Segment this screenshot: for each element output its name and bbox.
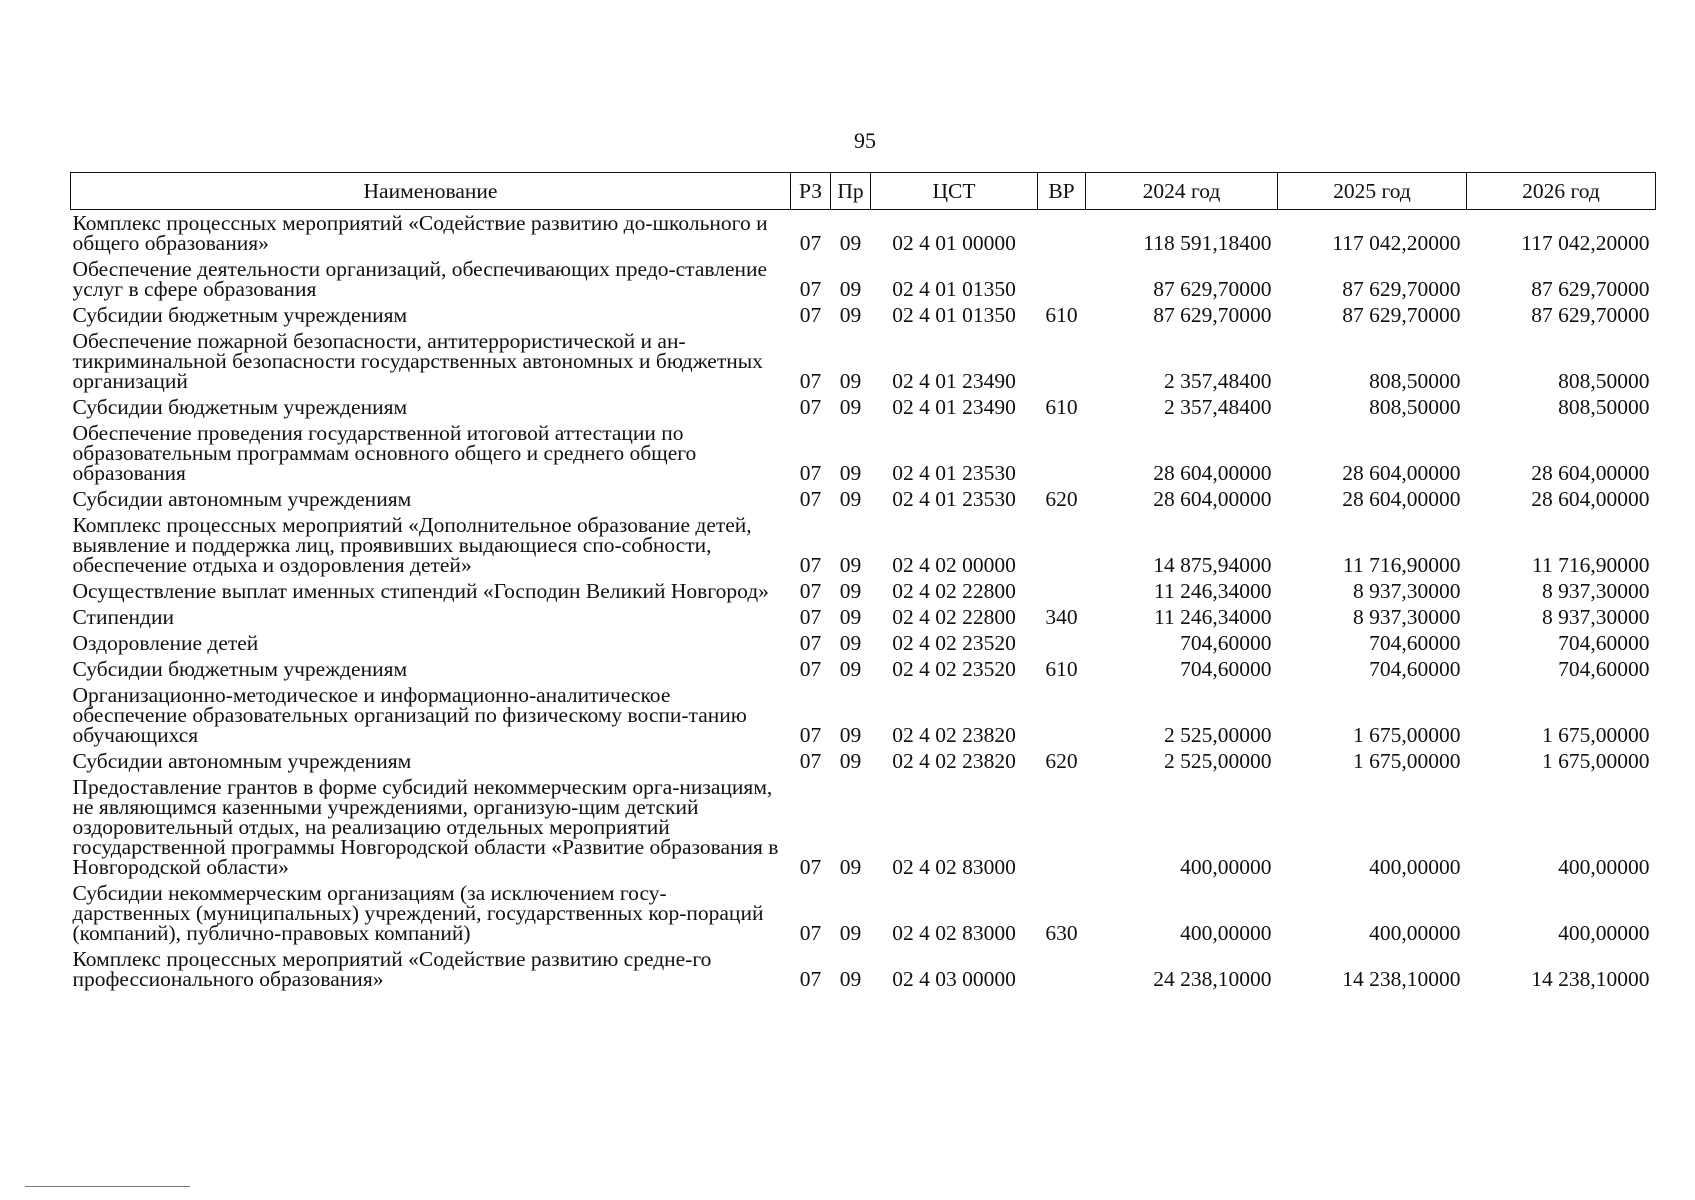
row-2026: 117 042,20000 (1521, 231, 1650, 255)
row-rz: 07 (799, 921, 822, 945)
row-name: Обеспечение деятельности организаций, обеспечивающих предо-ставление услуг в сфере образования (72, 257, 768, 301)
table-row (71, 394, 1656, 420)
table-row (71, 210, 1656, 257)
table-row (71, 302, 1656, 328)
row-vr (1038, 210, 1086, 257)
row-cst: 02 4 01 23530 (892, 487, 1016, 511)
row-pr: 09 (839, 631, 862, 655)
row-vr (1038, 578, 1086, 604)
row-2025: 87 629,70000 (1342, 303, 1461, 327)
row-2025: 1 675,00000 (1353, 723, 1461, 747)
row-pr: 09 (839, 921, 862, 945)
row-cst: 02 4 01 00000 (892, 231, 1016, 255)
row-2024: 28 604,00000 (1153, 487, 1272, 511)
row-2024: 704,60000 (1180, 657, 1272, 681)
header-rz: РЗ (791, 173, 831, 210)
header-cst: ЦСТ (871, 173, 1038, 210)
table-row (71, 604, 1656, 630)
row-2025: 117 042,20000 (1332, 231, 1461, 255)
row-pr: 09 (839, 553, 862, 577)
row-rz: 07 (799, 579, 822, 603)
row-2024: 24 238,10000 (1153, 967, 1272, 991)
row-pr: 09 (839, 967, 862, 991)
row-rz: 07 (799, 967, 822, 991)
row-cst: 02 4 03 00000 (892, 967, 1016, 991)
row-2026: 808,50000 (1558, 369, 1650, 393)
row-pr: 09 (839, 855, 862, 879)
row-rz: 07 (799, 395, 822, 419)
row-2026: 704,60000 (1558, 631, 1650, 655)
row-rz: 07 (799, 303, 822, 327)
row-vr (1038, 946, 1086, 992)
table-row (71, 486, 1656, 512)
row-vr: 610 (1045, 303, 1078, 327)
row-vr (1038, 328, 1086, 394)
header-vr: ВР (1038, 173, 1086, 210)
row-vr (1038, 774, 1086, 880)
row-pr: 09 (839, 461, 862, 485)
row-pr: 09 (839, 395, 862, 419)
row-2026: 11 716,90000 (1532, 553, 1650, 577)
row-2026: 400,00000 (1558, 855, 1650, 879)
row-cst: 02 4 02 23820 (892, 749, 1016, 773)
row-cst: 02 4 02 00000 (892, 553, 1016, 577)
row-2024: 87 629,70000 (1153, 277, 1272, 301)
row-2024: 704,60000 (1180, 631, 1272, 655)
row-name: Предоставление грантов в форме субсидий некоммерческим орга-низациям, не являющимся казенными учреждениями, организую-щим детский оздоровительный отдых, на реализацию отдельных мероприятий государственной программы Новгородской области «Развитие образования в Новгородской области» (72, 775, 779, 879)
row-vr (1038, 512, 1086, 578)
row-rz: 07 (799, 487, 822, 511)
row-2025: 28 604,00000 (1342, 487, 1461, 511)
row-2026: 8 937,30000 (1542, 605, 1650, 629)
row-2026: 808,50000 (1558, 395, 1650, 419)
table-row (71, 656, 1656, 682)
footer-divider (25, 1186, 190, 1187)
row-2026: 87 629,70000 (1531, 303, 1650, 327)
row-vr: 620 (1045, 487, 1078, 511)
row-vr: 630 (1045, 921, 1078, 945)
row-cst: 02 4 01 23530 (892, 461, 1016, 485)
row-pr: 09 (839, 487, 862, 511)
row-2024: 400,00000 (1180, 855, 1272, 879)
row-pr: 09 (839, 723, 862, 747)
row-2025: 808,50000 (1369, 369, 1461, 393)
row-rz: 07 (799, 231, 822, 255)
row-cst: 02 4 02 83000 (892, 855, 1016, 879)
table-row (71, 630, 1656, 656)
table-row (71, 328, 1656, 394)
row-cst: 02 4 02 22800 (892, 605, 1016, 629)
row-cst: 02 4 01 01350 (892, 277, 1016, 301)
row-2024: 2 357,48400 (1164, 395, 1272, 419)
row-name: Субсидии бюджетным учреждениям (72, 395, 408, 419)
row-cst: 02 4 02 23820 (892, 723, 1016, 747)
row-rz: 07 (799, 461, 822, 485)
row-2026: 14 238,10000 (1531, 967, 1650, 991)
row-2024: 87 629,70000 (1153, 303, 1272, 327)
row-2025: 704,60000 (1369, 631, 1461, 655)
row-name: Обеспечение проведения государственной итоговой аттестации по образовательным программам основного общего и среднего общего образования (72, 421, 697, 485)
table-row (71, 774, 1656, 880)
row-2026: 87 629,70000 (1531, 277, 1650, 301)
row-2024: 2 525,00000 (1164, 749, 1272, 773)
row-cst: 02 4 02 23520 (892, 657, 1016, 681)
row-rz: 07 (799, 855, 822, 879)
row-vr (1038, 420, 1086, 486)
row-name: Комплекс процессных мероприятий «Дополнительное образование детей, выявление и поддержка лиц, проявивших выдающиеся спо-собности, обеспечение отдыха и оздоровления детей» (72, 513, 752, 577)
row-2024: 28 604,00000 (1153, 461, 1272, 485)
row-cst: 02 4 02 22800 (892, 579, 1016, 603)
row-pr: 09 (839, 749, 862, 773)
table-row (71, 880, 1656, 946)
row-vr: 620 (1045, 749, 1078, 773)
row-name: Обеспечение пожарной безопасности, антитеррористической и ан-тикриминальной безопасности государственных автономных и бюджетных организаций (72, 329, 763, 393)
row-rz: 07 (799, 369, 822, 393)
row-2025: 808,50000 (1369, 395, 1461, 419)
row-pr: 09 (839, 657, 862, 681)
row-2025: 87 629,70000 (1342, 277, 1461, 301)
row-2025: 1 675,00000 (1353, 749, 1461, 773)
row-pr: 09 (839, 303, 862, 327)
row-2024: 118 591,18400 (1143, 231, 1272, 255)
page-number: 95 (854, 128, 876, 153)
row-2025: 704,60000 (1369, 657, 1461, 681)
row-2024: 400,00000 (1180, 921, 1272, 945)
row-name: Субсидии автономным учреждениям (72, 487, 412, 511)
row-2024: 2 525,00000 (1164, 723, 1272, 747)
row-2024: 2 357,48400 (1164, 369, 1272, 393)
row-name: Комплекс процессных мероприятий «Содействие развитию до-школьного и общего образования» (72, 211, 768, 255)
row-2024: 11 246,34000 (1154, 605, 1272, 629)
row-2025: 400,00000 (1369, 855, 1461, 879)
row-name: Осуществление выплат именных стипендий «Господин Великий Новгород» (72, 579, 769, 603)
header-2025: 2025 год (1278, 173, 1467, 210)
table-row (71, 256, 1656, 302)
row-rz: 07 (799, 277, 822, 301)
budget-table (70, 172, 1656, 992)
table-row (71, 748, 1656, 774)
row-2026: 1 675,00000 (1542, 723, 1650, 747)
row-2026: 1 675,00000 (1542, 749, 1650, 773)
row-name: Оздоровление детей (72, 631, 259, 655)
table-row (71, 946, 1656, 992)
row-cst: 02 4 02 83000 (892, 921, 1016, 945)
row-cst: 02 4 01 23490 (892, 395, 1016, 419)
row-name: Организационно-методическое и информационно-аналитическое обеспечение образовательных организаций по физическому воспи-танию обучающихся (72, 683, 747, 747)
row-cst: 02 4 02 23520 (892, 631, 1016, 655)
row-vr (1038, 682, 1086, 748)
table-row (71, 682, 1656, 748)
row-name: Комплекс процессных мероприятий «Содействие развитию средне-го профессионального образования» (72, 947, 712, 991)
row-vr: 610 (1045, 657, 1078, 681)
row-2024: 11 246,34000 (1154, 579, 1272, 603)
row-vr: 340 (1045, 605, 1078, 629)
row-2026: 704,60000 (1558, 657, 1650, 681)
row-pr: 09 (839, 605, 862, 629)
row-2026: 400,00000 (1558, 921, 1650, 945)
row-rz: 07 (799, 631, 822, 655)
row-pr: 09 (839, 369, 862, 393)
row-name: Стипендии (72, 605, 174, 629)
row-2026: 28 604,00000 (1531, 487, 1650, 511)
row-2025: 14 238,10000 (1342, 967, 1461, 991)
table-row (71, 512, 1656, 578)
row-pr: 09 (839, 277, 862, 301)
row-name: Субсидии бюджетным учреждениям (72, 303, 408, 327)
header-2026: 2026 год (1467, 173, 1656, 210)
row-2025: 400,00000 (1369, 921, 1461, 945)
row-2026: 28 604,00000 (1531, 461, 1650, 485)
table-header-row (71, 173, 1656, 210)
row-rz: 07 (799, 657, 822, 681)
row-2025: 8 937,30000 (1353, 605, 1461, 629)
row-2024: 14 875,94000 (1153, 553, 1272, 577)
row-vr (1038, 630, 1086, 656)
row-rz: 07 (799, 553, 822, 577)
row-name: Субсидии бюджетным учреждениям (72, 657, 408, 681)
header-name: Наименование (71, 173, 791, 210)
header-pr: Пр (831, 173, 871, 210)
row-rz: 07 (799, 605, 822, 629)
row-name: Субсидии автономным учреждениям (72, 749, 412, 773)
row-cst: 02 4 01 01350 (892, 303, 1016, 327)
table-row (71, 578, 1656, 604)
header-2024: 2024 год (1086, 173, 1278, 210)
row-cst: 02 4 01 23490 (892, 369, 1016, 393)
row-pr: 09 (839, 579, 862, 603)
row-pr: 09 (839, 231, 862, 255)
row-2025: 8 937,30000 (1353, 579, 1461, 603)
row-vr: 610 (1045, 395, 1078, 419)
row-rz: 07 (799, 723, 822, 747)
row-2026: 8 937,30000 (1542, 579, 1650, 603)
row-rz: 07 (799, 749, 822, 773)
table-row (71, 420, 1656, 486)
row-2025: 11 716,90000 (1343, 553, 1461, 577)
row-vr (1038, 256, 1086, 302)
row-name: Субсидии некоммерческим организациям (за исключением госу-дарственных (муниципальных) учреждений, государственных кор-пораций (компаний), публично-правовых компаний) (72, 881, 764, 945)
row-2025: 28 604,00000 (1342, 461, 1461, 485)
